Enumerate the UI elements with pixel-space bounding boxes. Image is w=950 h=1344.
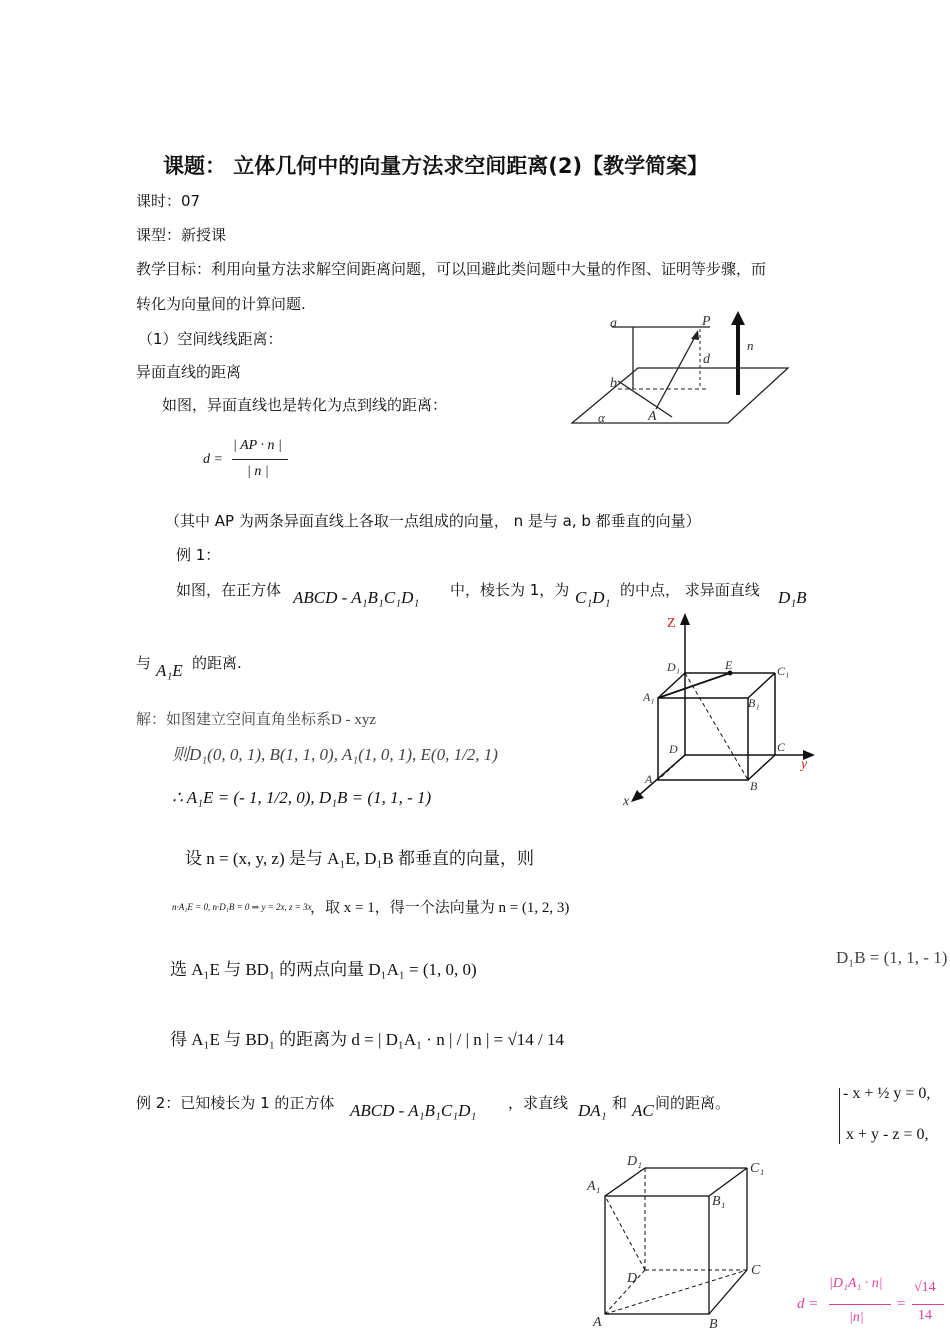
seg-DA1 [605,1196,645,1270]
label-D1: D₁ [627,1154,642,1169]
label-A: A [645,772,653,786]
label-B1: B₁ [712,1194,726,1209]
section1-note: （其中 AP 为两条异面直线上各取一点组成的向量， n 是与 a, b 都垂直的向量） [165,512,701,530]
edge-BC [709,1270,747,1314]
label-A1: A₁ [587,1179,601,1194]
edge-BC [748,755,775,780]
label-B1: B₁ [748,696,760,710]
pink-distance-formula [797,1272,947,1340]
pink-numerator: |D₁A₁ · n| [829,1276,883,1291]
line-b [618,381,672,417]
label-C: C [777,740,786,754]
label-A: A [593,1315,602,1330]
example2-line2: AC [632,1101,654,1120]
formula-numerator: | AP · n | [233,438,282,453]
label-E: E [725,658,733,672]
example1-text-b: 中，棱长为 1，为 [450,581,570,599]
label-a: a [610,316,617,331]
label-C: C [751,1263,761,1278]
label-D: D [627,1271,638,1286]
section1-subheading: 异面直线的距离 [136,363,242,381]
label-A: A [648,409,657,424]
seg-A1E [658,673,730,698]
edge-A1D1 [605,1168,645,1196]
solution-vectors: ∴ A₁E = (- 1, 1/2, 0), D₁B = (1, 1, - 1) [172,788,432,807]
solution-coords: 则D₁(0, 0, 1), B(1, 1, 0), A₁(1, 0, 1), E(0, 1/2, 1) [172,745,498,764]
label-A1: A₁ [643,690,655,704]
solution-normal: 设 n = (x, y, z) 是与 A₁E, D₁B 都垂直的向量，则 [185,849,534,868]
label-alpha: α [598,410,605,425]
coordinate-cube-figure [615,605,830,810]
pink-denominator: |n| [849,1310,864,1325]
margin-system-line2: x + y - z = 0, [846,1126,929,1143]
edge-B1C1 [709,1168,747,1196]
section1-intro: 如图，异面直线也是转化为点到线的距离： [162,396,448,414]
label-D: D [669,742,678,756]
example2-cube-figure [585,1150,785,1330]
label-y: y [801,757,808,772]
margin-system-line1: - x + ½ y = 0, [843,1085,931,1102]
pink-bar2 [912,1304,944,1305]
margin-vector: D₁B = (1, 1, - 1) [836,948,948,967]
skew-lines-figure [560,305,800,430]
diag-D1B [685,673,748,780]
vector-AP [656,335,696,409]
pink-frac-den: 14 [918,1308,932,1323]
label-P: P [702,314,711,329]
example1-midpoint-edge: C₁D₁ [575,588,611,607]
normal-vector-head [731,311,745,325]
pink-frac-num: √14 [914,1280,936,1295]
lesson-type: 课型：新授课 [136,226,227,244]
label-B: B [709,1317,718,1330]
example1-line2: A₁E [156,661,183,680]
pink-lhs: d = [797,1296,819,1312]
solution-choose: 选 A₁E 与 BD₁ 的两点向量 D₁A₁ = (1, 0, 0) [170,960,477,979]
solution-head: 解：如图建立空间直角坐标系D - xyz [136,712,376,728]
page-title: 课题： 立体几何中的向量方法求空间距离(2)【教学简案】 [163,154,709,178]
label-x: x [623,794,630,809]
example2-text-b: ，求直线 [508,1094,569,1112]
solution-system-small: n·A₁E = 0, n·D₁B = 0 ⇒ y = 2x, z = 3x [172,902,312,912]
label-B: B [750,779,758,793]
formula-lhs: d = [203,452,223,467]
axis-z-head [680,613,690,625]
margin-system-brace [839,1088,840,1144]
formula-bar [232,459,288,460]
example1-text-d: 与 [136,654,152,672]
objective-line1: 教学目标：利用向量方法求解空间距离问题，可以回避此类问题中大量的作图、证明等步骤，而 [136,260,767,278]
solution-result: 得 A₁E 与 BD₁ 的距离为 d = | D₁A₁ · n | / | n | = √14 / 14 [170,1030,565,1049]
edge-B1C1 [748,673,775,698]
example1-line1: D₁B [778,588,807,607]
lesson-hours: 课时：07 [136,192,201,210]
example2-cube: ABCD - A₁B₁C₁D₁ [350,1101,477,1120]
vector-AP-head [691,330,699,340]
pink-eq: = [897,1296,906,1312]
label-b: b [610,376,617,391]
label-D1: D₁ [667,660,680,674]
label-n: n [747,338,754,353]
label-d: d [703,352,710,367]
example2-and: 和 [612,1094,628,1112]
pink-bar1 [829,1304,891,1305]
objective-line2: 转化为向量间的计算问题. [136,295,306,313]
example1-text-c: 的中点， 求异面直线 [620,581,760,599]
formula-denominator: | n | [247,464,269,479]
example2-text: 例 2：已知棱长为 1 的正方体 [136,1094,335,1112]
label-Z: Z [667,616,676,631]
example2-text-c: 间的距离。 [655,1094,731,1112]
example1-text-a: 如图，在正方体 [176,581,282,599]
solution-take-x: ，取 x = 1，得一个法向量为 n = (1, 2, 3) [310,900,570,916]
label-C1: C₁ [750,1161,765,1176]
example1-cube: ABCD - A₁B₁C₁D₁ [293,588,420,607]
example1-text-e: 的距离. [192,654,242,672]
label-C1: C₁ [777,664,790,678]
example2-line1: DA₁ [578,1101,607,1120]
section1-heading: （1）空间线线距离： [138,330,283,348]
example1-label: 例 1： [176,546,221,564]
